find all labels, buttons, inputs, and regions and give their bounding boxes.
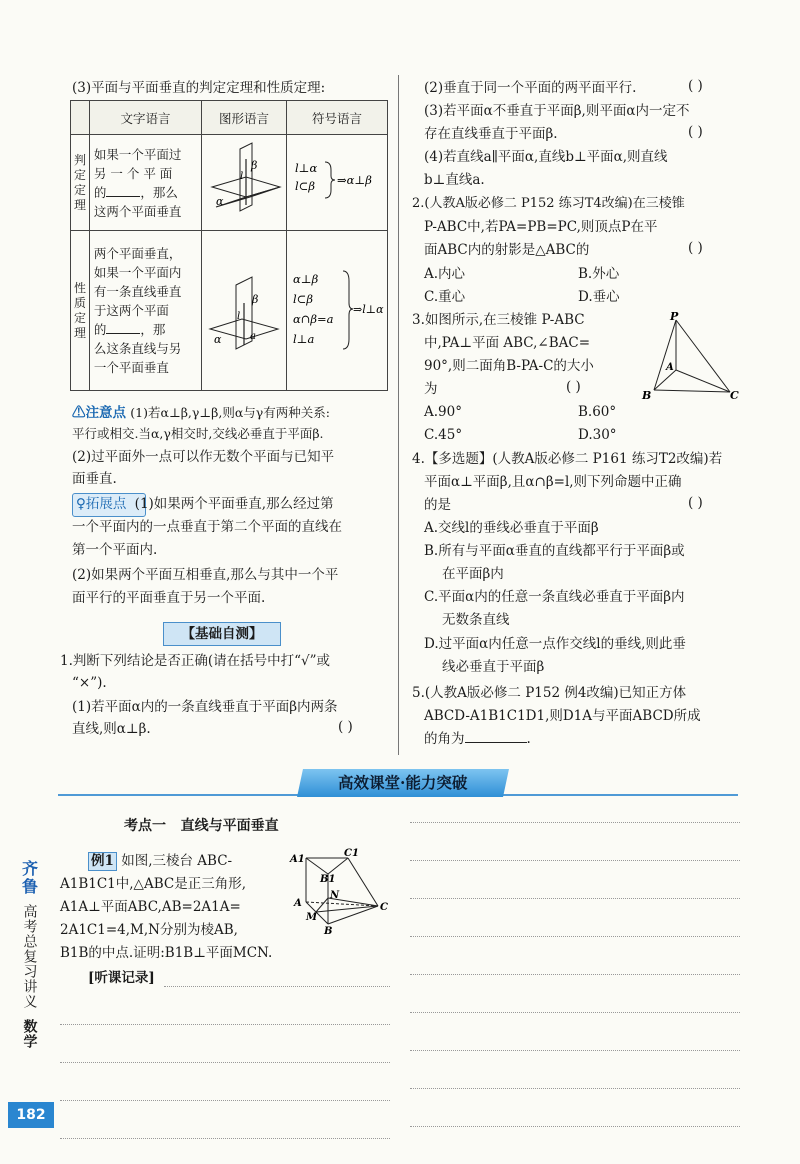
question-1-4-line-2: b⊥直线a. [424, 172, 485, 188]
note-line[interactable] [410, 1050, 740, 1051]
question-2-line-1: 2.(人教A版必修二 P152 练习T4改编)在三棱锥 [412, 196, 685, 211]
svg-text:P: P [670, 310, 679, 323]
q2-option-c[interactable]: C.重心 [424, 289, 466, 305]
svg-text:M: M [306, 912, 318, 923]
question-4-line-3: 的是 [424, 497, 451, 513]
note-line[interactable] [410, 1126, 740, 1127]
svg-text:α∩β=a: α∩β=a [293, 311, 334, 326]
extension-line-3: 第一个平面内. [72, 542, 158, 558]
extension-title: 拓展点 [85, 496, 127, 512]
svg-text:l⊂β: l⊂β [295, 178, 315, 193]
question-1-line-2: “×”). [72, 675, 107, 691]
example-line-2: A1B1C1中,△ABC是正三角形, [60, 876, 246, 892]
plane-intersection-figure [202, 259, 286, 359]
tetrahedron-figure [640, 310, 744, 402]
question-1-1-line-1: (1)若平面α内的一条直线垂直于平面β内两条 [72, 699, 338, 715]
svg-text:B1: B1 [320, 874, 336, 885]
header-text-language: 文字语言 [89, 101, 201, 135]
lecture-notes-label: [听课记录] [88, 970, 155, 986]
note-line[interactable] [410, 822, 740, 823]
question-3-line-1: 3.如图所示,在三棱锥 P-ABC [412, 312, 585, 328]
property-text: 两个平面垂直， 如果一个平面内 有一条直线垂直 于这两个平面 的 ，那 么这条直线与另 一个平面垂直 [89, 231, 201, 391]
brand-logo: 齐鲁 [19, 860, 39, 896]
svg-text:α: α [213, 333, 222, 346]
row-label-property: 性质定理 [71, 231, 90, 391]
brand-sidebar [12, 860, 46, 1049]
determination-symbols [287, 135, 388, 231]
answer-parenthesis[interactable]: ( ) [688, 495, 703, 511]
question-1-1-line-2: 直线,则α⊥β. [72, 721, 151, 737]
q2-option-a[interactable]: A.内心 [424, 266, 466, 282]
svg-text:⇒α⊥β: ⇒α⊥β [337, 172, 372, 187]
note-line[interactable] [410, 860, 740, 861]
svg-text:a: a [249, 331, 256, 342]
extension-line-1: ♀拓展点 (1)如果两个平面垂直,那么经过第 [76, 496, 334, 512]
q4-option-d-cont: 线必垂直于平面β [442, 659, 545, 675]
question-2-line-3: 面ABC内的射影是△ABC的 [424, 242, 590, 258]
section-banner: 高效课堂·能力突破 [297, 769, 509, 797]
note-line[interactable] [164, 986, 390, 987]
svg-text:B: B [324, 926, 333, 934]
q3-option-b[interactable]: B.60° [578, 404, 617, 420]
extension-2-line-1: (2)如果两个平面互相垂直,那么与其中一个平 [72, 567, 339, 583]
note-line[interactable] [410, 1088, 740, 1089]
column-divider [398, 75, 399, 755]
note-line[interactable] [410, 898, 740, 899]
extension-line-2: 一个平面内的一点垂直于第二个平面的直线在 [72, 519, 342, 535]
svg-text:B: B [642, 389, 652, 402]
question-3-line-4: 为 [424, 381, 438, 397]
svg-text:β: β [250, 159, 258, 172]
note-line[interactable] [410, 974, 740, 975]
answer-parenthesis[interactable]: ( ) [688, 78, 703, 94]
fill-blank [106, 184, 140, 197]
q4-option-b-cont: 在平面β内 [442, 566, 504, 582]
svg-text:C: C [380, 902, 388, 913]
svg-text:A: A [666, 362, 674, 373]
question-5-line-2: ABCD-A1B1C1D1,则D1A与平面ABCD所成 [424, 708, 701, 724]
q4-option-c-cont: 无数条直线 [442, 612, 510, 628]
question-1-line-1: 1.判断下列结论是否正确(请在括号中打“√”或 [60, 653, 331, 669]
question-2-line-2: P-ABC中,若PA=PB=PC,则顶点P在平 [424, 219, 658, 235]
q4-option-d[interactable]: D.过平面α内任意一点作交线l的垂线,则此垂 [424, 636, 686, 652]
theorem-intro: (3)平面与平面垂直的判定定理和性质定理: [72, 80, 326, 96]
book-series-title: 高考总复习讲义 [21, 904, 38, 1009]
note-line-2: 平行或相交.当α,γ相交时,交线必垂直于平面β. [72, 426, 324, 441]
topic-heading: 考点一 直线与平面垂直 [124, 818, 279, 834]
determination-figure [201, 135, 286, 231]
svg-text:l⊥α: l⊥α [295, 160, 318, 175]
subject-label: 数学 [21, 1019, 38, 1049]
note-line[interactable] [60, 1062, 390, 1063]
note-2-line-1: (2)过平面外一点可以作无数个平面与已知平 [72, 449, 335, 465]
q4-option-a[interactable]: A.交线l的垂线必垂直于平面β [424, 520, 599, 536]
example-line-4: 2A1C1=4,M,N分别为棱AB, [60, 922, 238, 938]
extension-icon: ♀ [76, 496, 86, 512]
note-line[interactable] [410, 936, 740, 937]
question-3-line-3: 90°,则二面角B-PA-C的大小 [424, 358, 594, 374]
example-line-5: B1B的中点.证明:B1B⊥平面MCN. [60, 945, 273, 961]
answer-parenthesis[interactable]: ( ) [338, 719, 353, 735]
note-2-line-2: 面垂直. [72, 471, 117, 487]
svg-text:β: β [251, 293, 259, 306]
question-1-2: (2)垂直于同一个平面的两平面平行. [424, 80, 637, 96]
note-title: 注意点 [85, 405, 126, 421]
example-line-3: A1A⊥平面ABC,AB=2A1A= [60, 899, 241, 915]
q4-option-b[interactable]: B.所有与平面α垂直的直线都平行于平面β或 [424, 543, 685, 559]
svg-text:l: l [236, 311, 241, 322]
svg-text:l: l [239, 171, 244, 182]
question-5-line-1: 5.(人教A版必修二 P152 例4改编)已知正方体 [412, 685, 687, 701]
answer-parenthesis[interactable]: ( ) [566, 379, 581, 395]
determination-text: 如果一个平面过 另 一 个 平 面 的 ，那么 这两个平面垂直 [89, 135, 201, 231]
question-4-line-1: 4.【多选题】(人教A版必修二 P161 练习T2改编)若 [412, 451, 723, 467]
svg-text:l⊂β: l⊂β [293, 291, 313, 306]
svg-text:⇒l⊥α: ⇒l⊥α [353, 302, 384, 316]
note-line[interactable] [60, 1100, 390, 1101]
question-5-line-3: 的角为 . [424, 731, 531, 747]
q3-option-a[interactable]: A.90° [424, 404, 462, 420]
q3-option-c[interactable]: C.45° [424, 427, 463, 443]
warning-icon: ⚠ [72, 405, 86, 421]
q3-option-d[interactable]: D.30° [578, 427, 617, 443]
fill-blank [106, 321, 140, 334]
property-symbols [287, 231, 388, 391]
svg-text:A: A [294, 898, 302, 909]
extension-2-line-2: 面平行的平面垂直于另一个平面. [72, 590, 266, 606]
note-line[interactable] [410, 1012, 740, 1013]
answer-parenthesis[interactable]: ( ) [688, 240, 703, 256]
theorem-table [70, 100, 388, 391]
question-1-3-line-2: 存在直线垂直于平面β. [424, 126, 558, 142]
svg-text:α⊥β: α⊥β [293, 271, 319, 286]
example-line-1: 例1 如图,三棱台 ABC- [88, 851, 232, 871]
note-line[interactable] [60, 1138, 390, 1139]
svg-text:C1: C1 [344, 848, 359, 859]
question-4-line-2: 平面α⊥平面β,且α∩β=l,则下列命题中正确 [424, 474, 682, 490]
svg-text:C: C [730, 389, 739, 402]
property-figure [201, 231, 286, 391]
note-line[interactable] [60, 1024, 390, 1025]
basic-self-test-heading: 【基础自测】 [163, 622, 281, 646]
svg-text:N: N [330, 890, 340, 901]
question-1-3-line-1: (3)若平面α不垂直于平面β,则平面α内一定不 [424, 103, 690, 119]
note-line-1: ⚠注意点 (1)若α⊥β,γ⊥β,则α与γ有两种关系: [72, 405, 330, 421]
q4-option-c[interactable]: C.平面α内的任意一条直线必垂直于平面β内 [424, 589, 685, 605]
question-1-4-line-1: (4)若直线a∥平面α,直线b⊥平面α,则直线 [424, 149, 668, 165]
page-number: 182 [8, 1102, 54, 1128]
svg-text:l⊥a: l⊥a [293, 331, 315, 346]
answer-parenthesis[interactable]: ( ) [688, 124, 703, 140]
answer-blank[interactable] [465, 730, 527, 743]
header-symbol-language: 符号语言 [287, 101, 388, 135]
example-tag: 例1 [88, 852, 117, 871]
q2-option-d[interactable]: D.垂心 [578, 289, 620, 305]
frustum-figure [288, 846, 392, 934]
q2-option-b[interactable]: B.外心 [578, 266, 620, 282]
svg-text:A1: A1 [290, 854, 305, 865]
svg-text:α: α [215, 195, 224, 208]
row-label-determination: 判定定理 [71, 135, 90, 231]
plane-perpendicular-figure [202, 135, 286, 227]
header-graphic-language: 图形语言 [201, 101, 286, 135]
question-3-line-2: 中,PA⊥平面 ABC,∠BAC= [424, 335, 591, 351]
